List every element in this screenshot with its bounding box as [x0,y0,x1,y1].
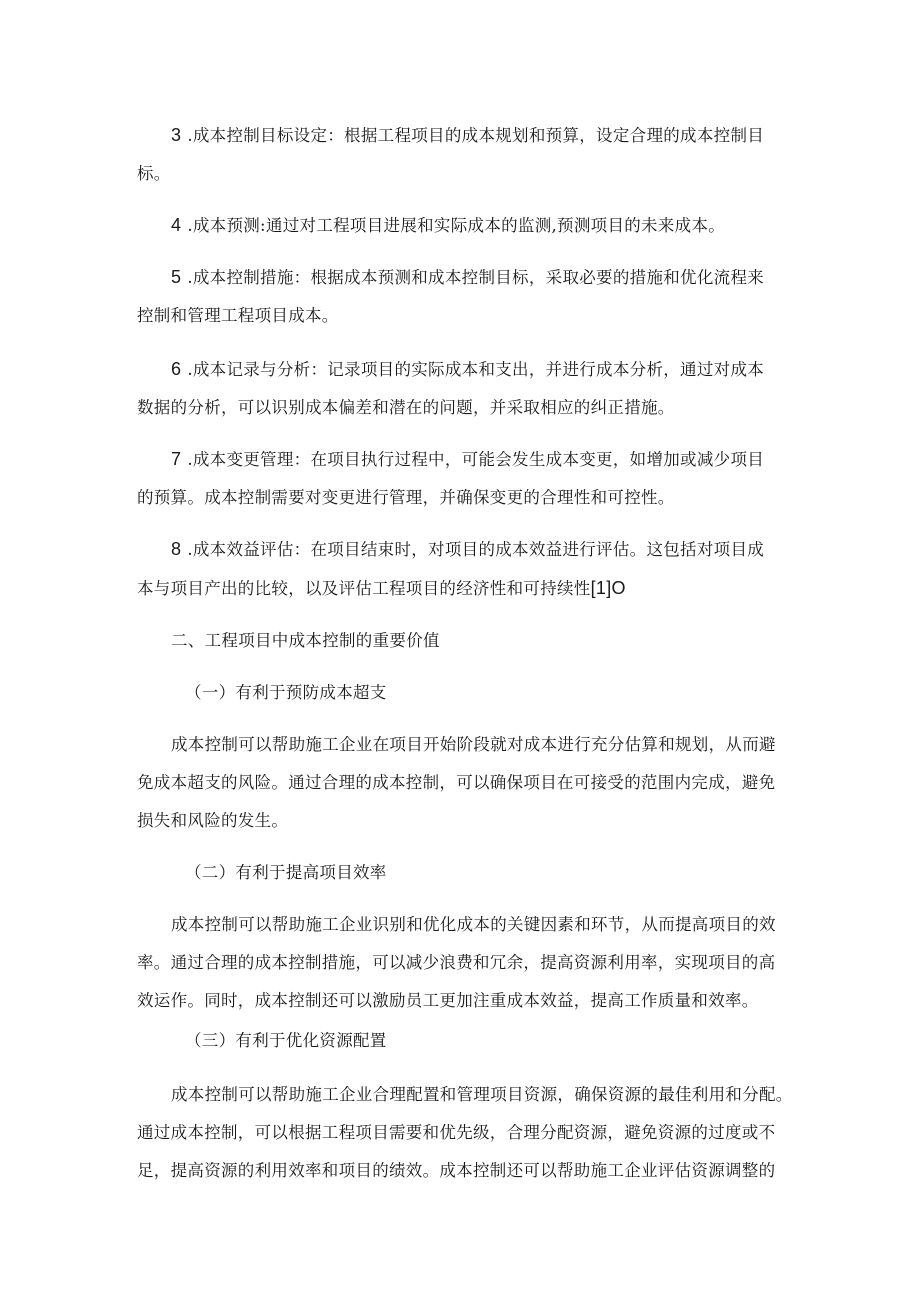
paragraph-3 [137,1076,793,1190]
paragraph-line: 损失和风险的发生。 [137,811,289,830]
list-item-number: 7 [171,449,182,469]
list-item-number: 8 [171,539,182,559]
list-item-text: .成本记录与分析：记录项目的实际成本和支出，并进行成本分析，通过对成本 [187,360,765,379]
list-item-5 [137,258,787,335]
list-item-text: .成本控制目标设定：根据工程项目的成本规划和预算，设定合理的成本控制目 [187,126,765,145]
paragraph-1 [137,726,787,840]
list-item-4 [137,206,787,245]
paragraph-line: 成本控制可以帮助施工企业合理配置和管理项目资源，确保资源的最佳利用和分配。 [171,1085,793,1104]
list-item-text-cont: 的预算。成本控制需要对变更进行管理，并确保变更的合理性和可控性。 [137,488,675,507]
list-item-3 [137,116,787,193]
list-item-text: .成本预测:通过对工程项目进展和实际成本的监测,预测项目的未来成本。 [187,216,726,235]
list-item-7 [137,440,787,517]
paragraph-line: 率。通过合理的成本控制措施，可以减少浪费和冗余，提高资源利用率，实现项目的高 [137,953,776,972]
list-item-text-cont: 控制和管理工程项目成本。 [137,306,339,325]
list-item-text: .成本效益评估：在项目结束时，对项目的成本效益进行评估。这包括对项目成 [187,540,765,559]
subsection-heading-text: （三）有利于优化资源配置 [185,1031,387,1050]
list-item-number: 4 [171,215,182,235]
paragraph-line: 效运作。同时，成本控制还可以激励员工更加注重成本效益，提高工作质量和效率。 [137,991,759,1010]
paragraph-line: 成本控制可以帮助施工企业在项目开始阶段就对成本进行充分估算和规划，从而避 [171,735,776,754]
paragraph-line: 足，提高资源的利用效率和项目的绩效。成本控制还可以帮助施工企业评估资源调整的 [137,1161,776,1180]
section-heading-text: 二、工程项目中成本控制的重要价值 [171,631,440,650]
subsection-heading-2 [137,854,787,892]
list-item-8 [137,530,787,608]
list-item-text: .成本变更管理：在项目执行过程中，可能会发生成本变更，如增加或减少项目 [187,450,765,469]
paragraph-line: 成本控制可以帮助施工企业识别和优化成本的关键因素和环节，从而提高项目的效 [171,915,776,934]
subsection-heading-text: （一）有利于预防成本超支 [185,683,387,702]
subsection-heading-text: （二）有利于提高项目效率 [185,863,387,882]
list-item-number: 3 [171,125,182,145]
list-item-6 [137,350,787,427]
subsection-heading-3 [137,1022,787,1060]
citation-ref: [1]O [590,578,626,598]
section-heading [137,622,787,660]
paragraph-2 [137,906,787,1020]
list-item-number: 6 [171,359,182,379]
list-item-text-cont: 标。 [137,164,171,183]
list-item-text-cont: 本与项目产出的比较，以及评估工程项目的经济性和可持续性 [137,579,591,598]
list-item-number: 5 [171,267,182,287]
paragraph-line: 免成本超支的风险。通过合理的成本控制，可以确保项目在可接受的范围内完成，避免 [137,773,776,792]
subsection-heading-1 [137,674,787,712]
list-item-text: .成本控制措施：根据成本预测和成本控制目标，采取必要的措施和优化流程来 [187,268,765,287]
list-item-text-cont: 数据的分析，可以识别成本偏差和潜在的问题，并采取相应的纠正措施。 [137,398,675,417]
paragraph-line: 通过成本控制，可以根据工程项目需要和优先级，合理分配资源，避免资源的过度或不 [137,1123,776,1142]
